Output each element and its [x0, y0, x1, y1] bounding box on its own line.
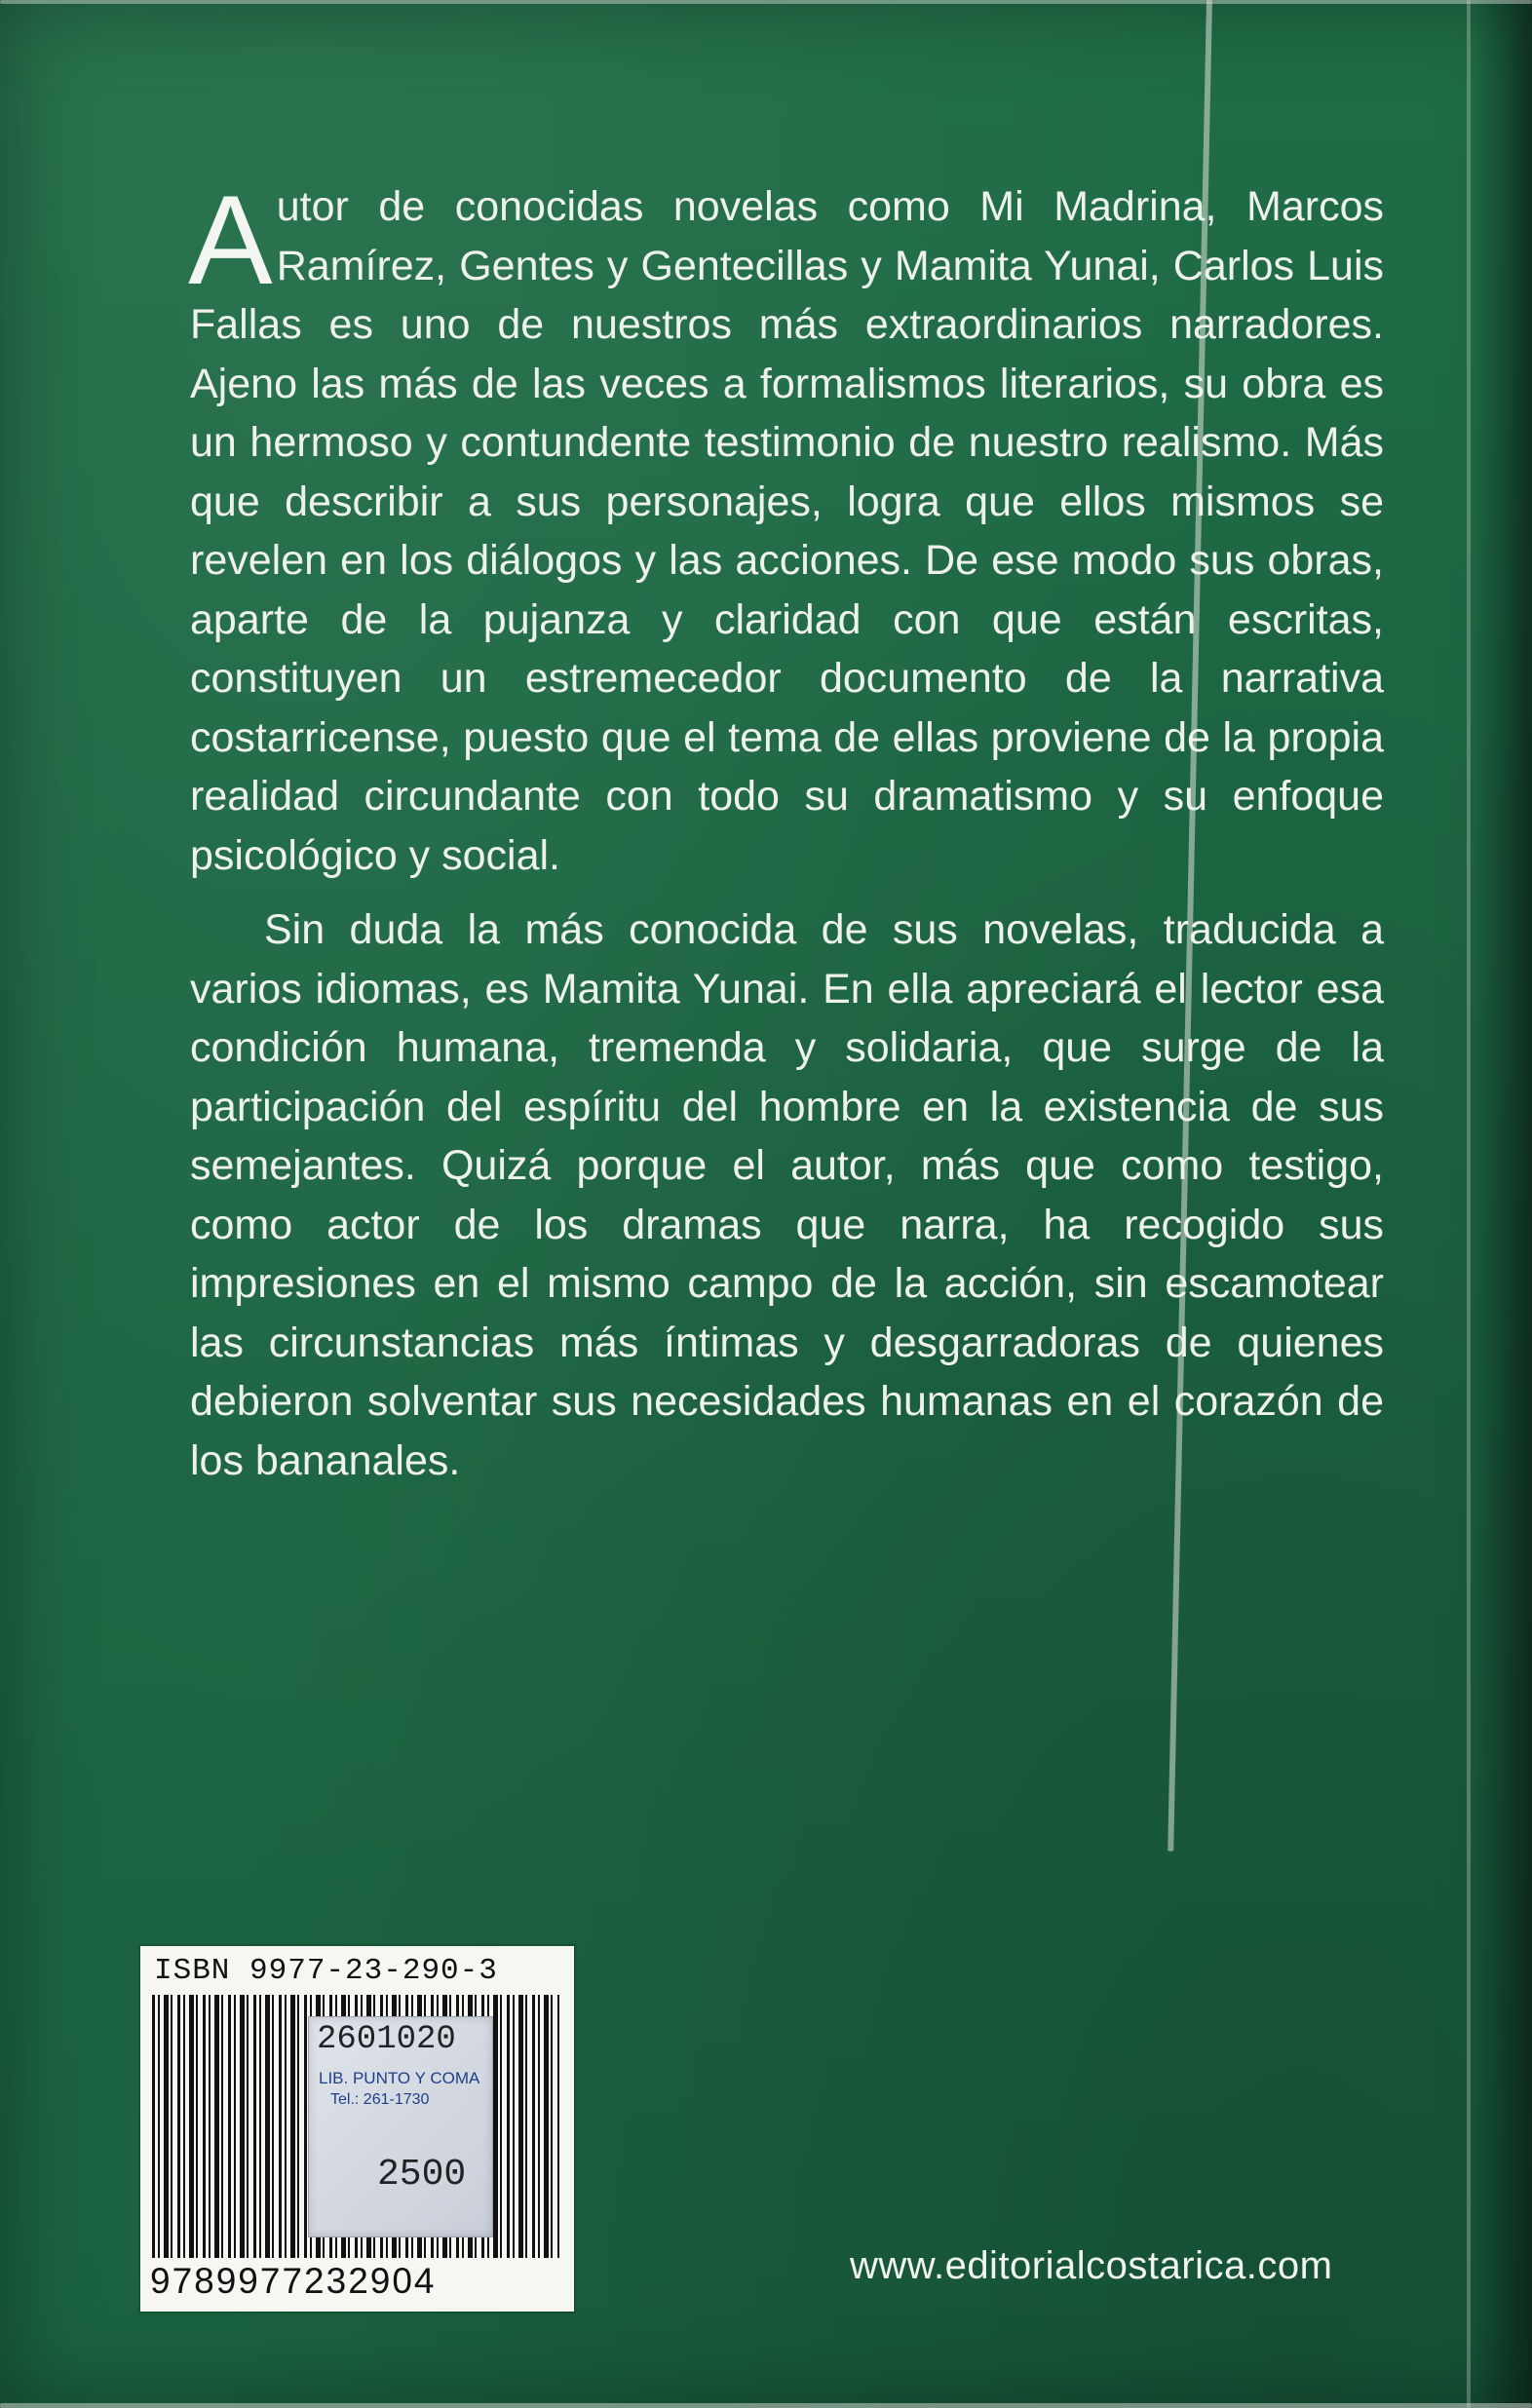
bottom-edge-wear — [0, 2403, 1532, 2408]
sticker-price: 2500 — [377, 2154, 467, 2196]
sticker-code: 2601020 — [317, 2021, 456, 2058]
isbn-number: ISBN 9977-23-290-3 — [154, 1954, 498, 1988]
paragraph-1-text: utor de conocidas novelas como Mi Madrina, Marcos Ramírez, Gentes y Gentecillas y Mamita Yunai, Carlos Luis Fallas es uno de nuestros más extraordinarios narradores. Ajeno las más de las veces a formalismos literarios, su obra es un hermoso y contundente testimonio de nuestro realismo. Más que describir a sus personajes, logra que ellos mismos se revelen en los diálogos y las acciones. De ese modo sus obras, aparte de la pujanza y claridad con que están escritas, constituyen un estremecedor documento de la narrativa costarricense, puesto que el tema de ellas proviene de la propia realidad circundante con todo su dramatismo y su enfoque psicológico y social. — [190, 183, 1384, 879]
sticker-phone: Tel.: 261-1730 — [330, 2091, 430, 2108]
top-edge-wear — [0, 0, 1532, 4]
ean-number: 9789977232904 — [150, 2260, 564, 2303]
spine-crease — [1467, 0, 1471, 2408]
blurb-paragraph-2: Sin duda la más conocida de sus novelas, traducida a varios idiomas, es Mamita Yunai. En ella apreciará el lector esa condición humana, tremenda y solidaria, que surge de la participación del espíritu del hombre en la existencia de sus semejantes. Quizá porque el autor, más que como testigo, como actor de los dramas que narra, ha recogido sus impresiones en el mismo campo de la acción, sin escamotear las circunstancias más íntimas y desgarradoras de quienes debieron solventar sus necesidades humanas en el corazón de los bananales. — [190, 906, 1384, 1484]
sticker-shop-name: LIB. PUNTO Y COMA — [319, 2069, 480, 2087]
isbn-barcode-label — [140, 1946, 574, 2312]
blurb-paragraph-1 — [188, 169, 1384, 885]
drop-cap: A — [188, 169, 273, 311]
publisher-website: www.editorialcostarica.com — [850, 2244, 1333, 2287]
spine-shadow — [1474, 0, 1532, 2408]
price-sticker — [308, 2016, 493, 2237]
blurb-text — [188, 169, 1384, 1506]
